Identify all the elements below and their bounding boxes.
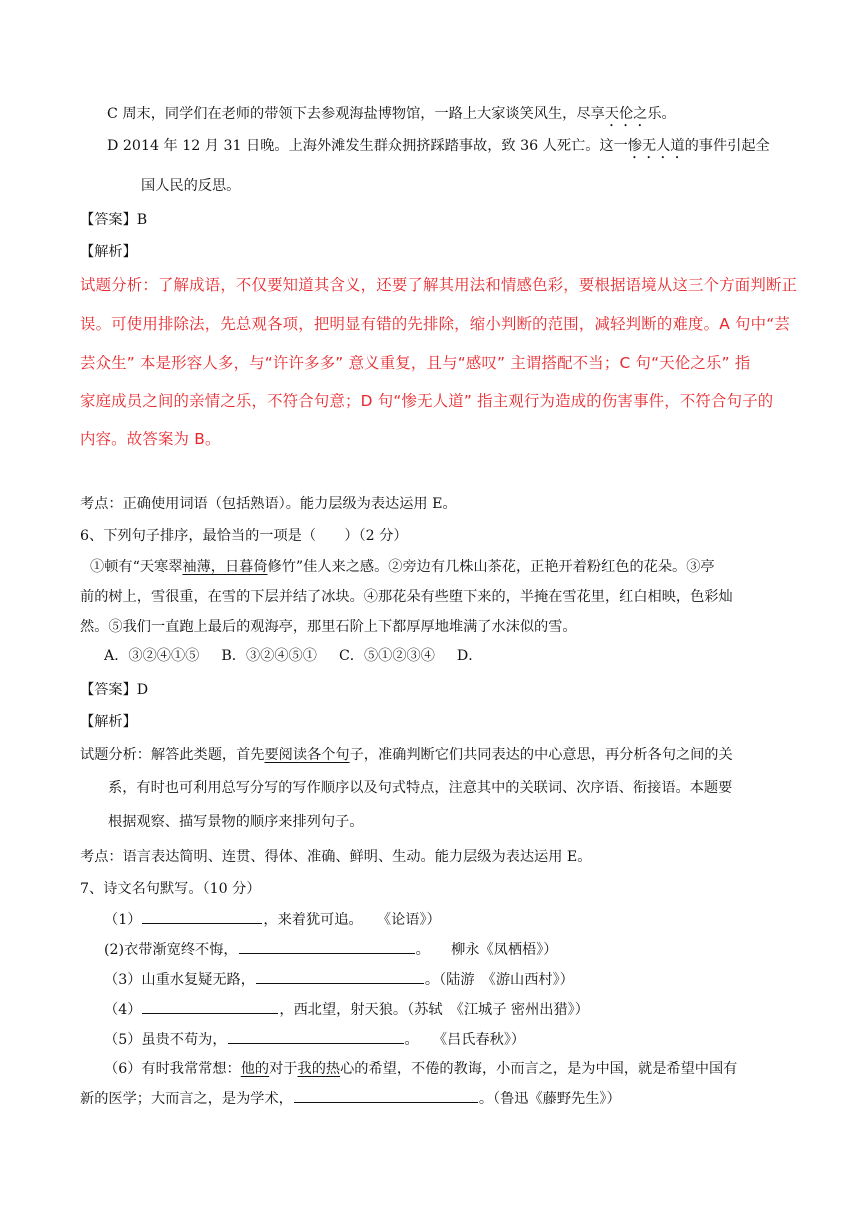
q7-item-1-text: ，来着犹可追。 《论语》）	[263, 912, 441, 928]
q7-item-6-line-2	[80, 1088, 621, 1109]
q6-option-a: A．③②④①⑤	[104, 648, 200, 664]
q6-analysis-end: 子，准确判断它们共同表达的中心意思，再分析各句之间的关	[349, 747, 733, 763]
q6-options	[104, 646, 483, 666]
q5-analysis-line-2: 误。可使用排除法，先总观各项，把明显有错的先排除，缩小判断的范围，减轻判断的难度。A 句中“芸	[80, 315, 790, 333]
option-c	[107, 104, 676, 130]
option-c-emphasis: 天伦之	[604, 106, 648, 122]
q5-analysis-line-5: 内容。故答案为 B。	[80, 430, 221, 448]
q6-stem: 6、下列句子排序，最恰当的一项是（ ）（2 分）	[80, 528, 408, 544]
q7-item-4-text: ，西北望，射天狼。（苏轼 《江城子 密州出猎》）	[279, 1002, 589, 1018]
q7-item-1	[104, 909, 441, 930]
q7-item-6-underlined-1: 他的	[240, 1061, 270, 1077]
option-d	[107, 136, 770, 162]
q5-analysis-line-4: 家庭成员之间的亲情之乐，不符合句意；D 句“惨无人道” 指主观行为造成的伤害事件，不符合句子的	[80, 392, 774, 410]
q6-analysis-line-1	[80, 745, 733, 765]
q7-item-6-start: （6）有时我常常想：	[104, 1061, 241, 1077]
q6-point: 考点：语言表达简明、连贯、得体、准确、鲜明、生动。能力层级为表达运用 E。	[80, 849, 592, 865]
option-c-end: 乐。	[647, 106, 676, 122]
q7-item-4-number: （4）	[104, 1002, 142, 1018]
q6-analysis-start: 试题分析：解答此类题，首先	[80, 747, 265, 763]
q7-item-6-source: 。（鲁迅《藤野先生》）	[478, 1091, 621, 1107]
q7-item-3	[104, 969, 574, 990]
q6-sentences-line-3: 然。⑤我们一直跑上最后的观海亭，那里石阶上下都厚厚地堆满了水沫似的雪。	[80, 619, 577, 635]
q7-blank-4[interactable]	[142, 999, 278, 1014]
option-d-emphasis: 惨无人道	[627, 138, 685, 154]
q7-blank-2[interactable]	[239, 939, 415, 954]
option-d-text: D 2014 年 12 月 31 日晚。上海外滩发生群众拥挤踩踏事故，致 36 人死亡。这一	[107, 138, 628, 154]
q6-s1-underlined: 袖薄，日暮倚	[182, 559, 268, 575]
q5-answer: 【答案】B	[80, 212, 148, 228]
q6-analysis-label: 【解析】	[80, 714, 137, 730]
option-c-text: C 周末，同学们在老师的带领下去参观海盐博物馆，一路上大家谈笑风生，尽享	[107, 106, 605, 122]
q7-blank-6[interactable]	[294, 1088, 478, 1103]
q6-analysis-underlined: 要阅读各个句	[264, 747, 350, 763]
q5-point: 考点：正确使用词语（包括熟语）。能力层级为表达运用 E。	[80, 496, 457, 512]
q7-item-3-text: （3）山重水复疑无路，	[104, 972, 255, 988]
q7-item-4	[104, 999, 589, 1020]
q7-blank-5[interactable]	[228, 1029, 404, 1044]
q7-item-5-text: （5）虽贵不苟为，	[104, 1032, 227, 1048]
q7-item-1-number: （1）	[104, 912, 142, 928]
q7-item-2-source: 。 柳永《凤栖梧》）	[415, 942, 558, 958]
q7-item-5-source: 。 《吕氏春秋》）	[404, 1032, 526, 1048]
q5-analysis-line-1: 试题分析：了解成语，不仅要知道其含义，还要了解其用法和情感色彩，要根据语境从这三个方面判断正	[80, 276, 798, 294]
q7-blank-1[interactable]	[142, 909, 262, 924]
q7-item-6	[104, 1059, 737, 1079]
option-d-end: 的事件引起全	[684, 138, 770, 154]
q6-analysis-line-2: 系，有时也可利用总写分写的写作顺序以及句式特点，注意其中的关联词、次序语、衔接语。本题要	[108, 780, 733, 796]
q7-blank-3[interactable]	[256, 969, 424, 984]
q7-item-3-source: 。（陆游 《游山西村》）	[424, 972, 574, 988]
q7-item-5	[104, 1029, 525, 1050]
q6-answer: 【答案】D	[80, 682, 149, 698]
q5-analysis-line-3: 芸众生” 本是形容人多，与“许许多多” 意义重复，且与“感叹” 主谓搭配不当；C 句“天伦之乐” 指	[80, 354, 751, 372]
option-d-line2: 国人民的反思。	[141, 178, 241, 194]
q6-sentences-line-1	[90, 557, 715, 577]
q7-item-2-text: (2)衣带渐宽终不悔，	[104, 942, 238, 958]
q6-s1-end: 修竹”佳人来之感。②旁边有几株山茶花，正艳开着粉红色的花朵。③亭	[267, 559, 715, 575]
q7-item-6-underlined-2: 我的热	[297, 1061, 341, 1077]
q6-option-c: C．⑤①②③④	[338, 648, 435, 664]
q6-s1-start: ①顿有“天寒翠	[90, 559, 183, 575]
q6-analysis-line-3: 根据观察、描写景物的顺序来排列句子。	[108, 814, 364, 830]
q7-item-2	[104, 939, 557, 960]
q6-option-d: D．	[456, 648, 483, 664]
q5-analysis-label: 【解析】	[80, 244, 137, 260]
q6-option-b: B．③②④⑤①	[221, 648, 317, 664]
q7-item-6-mid: 对于	[269, 1061, 298, 1077]
q7-item-6-text: 心的希望，不倦的教诲，小而言之，是为中国，就是希望中国有	[340, 1061, 738, 1077]
q7-stem: 7、诗文名句默写。（10 分）	[80, 881, 261, 897]
q7-item-6-line-2-text: 新的医学；大而言之，是为学术，	[80, 1091, 293, 1107]
q6-sentences-line-2: 前的树上，雪很重，在雪的下层并结了冰块。④那花朵有些堕下来的，半掩在雪花里，红白相映，色彩灿	[80, 589, 733, 605]
